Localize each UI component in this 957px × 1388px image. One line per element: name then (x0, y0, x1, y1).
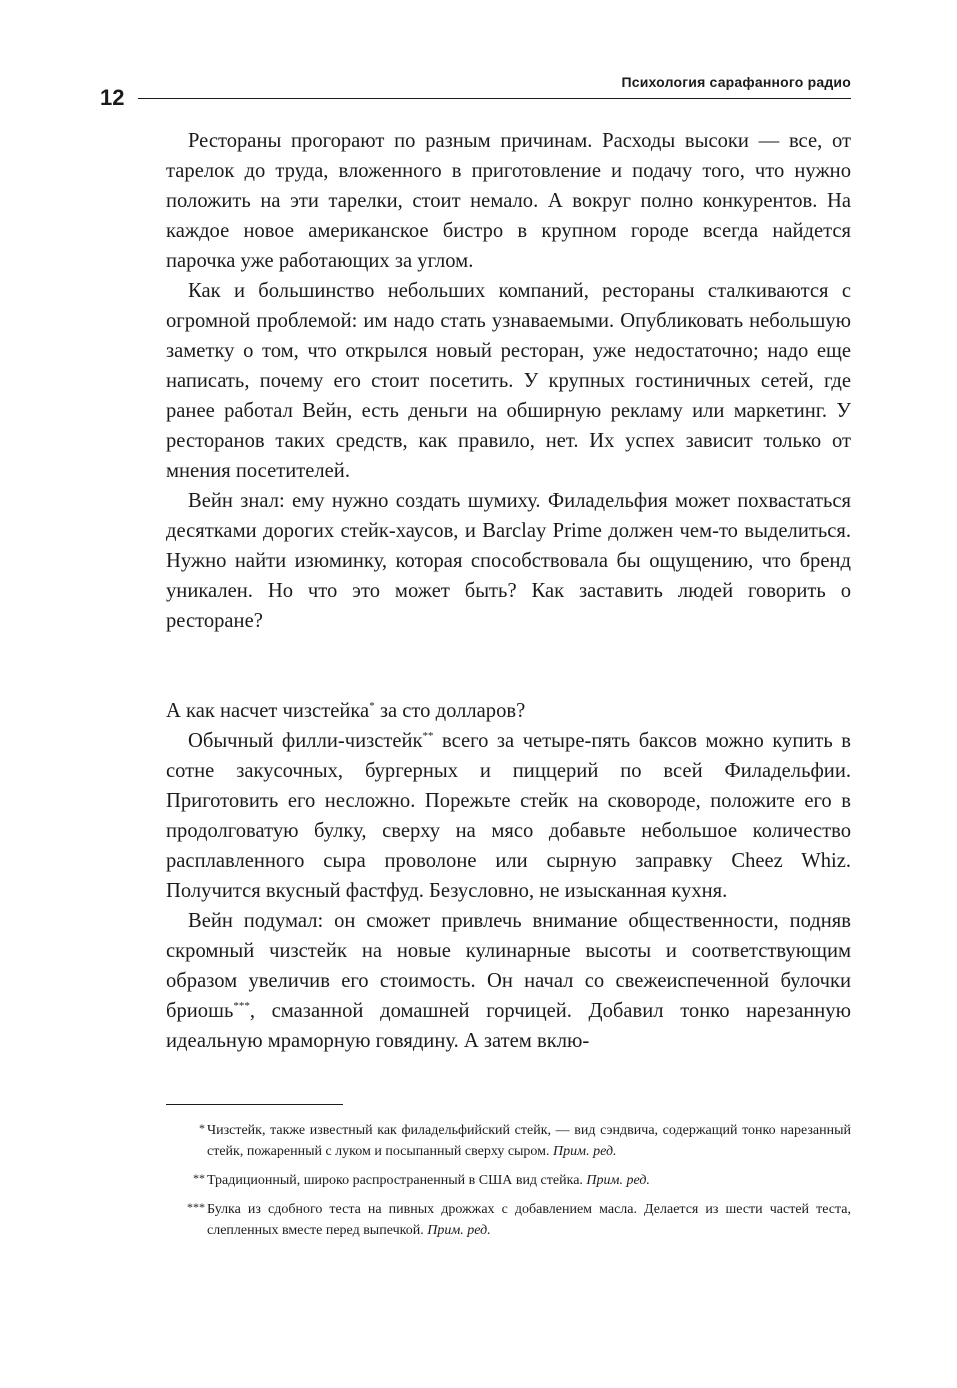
footnote-mark: ** (422, 730, 434, 742)
paragraph (166, 726, 851, 906)
footnote-text: Чизстейк, также известный как филадельфийский стейк, — вид сэндвича, содержащий тонко нарезанный стейк, пожаренный с луком и посыпанный сверху сыром. (207, 1123, 851, 1159)
body-text (166, 126, 851, 1056)
paragraph-text: А как насчет чизстейка (166, 700, 370, 722)
paragraph-text: Вейн подумал: он сможет привлечь внимание общественности, подняв скромный чизстейк на новые кулинарные высоты и соответствующим образом увеличив его стоимость. Он начал со свежеиспеченной булочки бриошь (166, 910, 851, 1022)
running-title: Психология сарафанного радио (621, 74, 851, 90)
paragraph (166, 696, 851, 726)
footnote (166, 1170, 851, 1191)
footnote-text: Булка из сдобного теста на пивных дрожжах с добавлением масла. Делается из шести частей теста, слепленных вместе перед выпечкой. (207, 1202, 851, 1238)
page-header (100, 70, 851, 110)
section-break (166, 636, 851, 696)
footnote (166, 1120, 851, 1162)
header-rule (138, 98, 851, 99)
footnote-marker: * (199, 1121, 205, 1135)
footnotes (166, 1120, 851, 1249)
footnote-mark: * (369, 700, 375, 712)
paragraph: Как и большинство небольших компаний, рестораны сталкиваются с огромной проблемой: им надо стать узнаваемыми. Опубликовать небольшую заметку о том, что открылся новый ресторан, уже недостаточно; надо еще написать, почему его стоит посетить. У крупных гостиничных сетей, где ранее работал Вейн, есть деньги на обширную рекламу или маркетинг. У ресторанов таких средств, как правило, нет. Их успех зависит только от мнения посетителей. (166, 280, 851, 482)
editor-note: Прим. ред. (553, 1144, 617, 1159)
footnote (166, 1199, 851, 1241)
paragraph-text: , смазанной домашней горчицей. Добавил тонко нарезанную идеальную мраморную говядину. А затем вклю- (166, 1000, 851, 1052)
paragraph: Вейн знал: ему нужно создать шумиху. Филадельфия может похвастаться десятками дорогих стейк-хаусов, и Barclay Prime должен чем-то выделиться. Нужно найти изюминку, которая способствовала бы ощущению, что бренд уникален. Но что это может быть? Как заставить людей говорить о ресторане? (166, 490, 851, 632)
footnote-mark: *** (233, 1000, 250, 1012)
paragraph (166, 906, 851, 1056)
paragraph: Рестораны прогорают по разным причинам. Расходы высоки — все, от тарелок до труда, вложенного в приготовление и подачу того, что нужно положить на эти тарелки, стоит немало. А вокруг полно конкурентов. На каждое новое американское бистро в крупном городе всегда найдется парочка уже работающих за углом. (166, 130, 851, 272)
paragraph-text: Обычный филли-чизстейк (188, 730, 423, 752)
paragraph-text: за сто долларов? (374, 700, 526, 722)
page-number: 12 (100, 85, 125, 110)
editor-note: Прим. ред. (427, 1223, 491, 1238)
footnote-marker: *** (187, 1200, 205, 1214)
footnote-rule (166, 1104, 343, 1105)
footnote-marker: ** (193, 1171, 205, 1185)
footnote-text: Традиционный, широко распространенный в США вид стейка. (207, 1173, 587, 1188)
paragraph-text: всего за четыре-пять баксов можно купить в сотне закусочных, бургерных и пиццерий по всей Филадельфии. Приготовить его несложно. Порежьте стейк на сковороде, положите его в продолговатую булку, сверху на мясо добавьте небольшое количество расплавленного сыра проволоне или сырную заправку Cheez Whiz. Получится вкусный фастфуд. Безусловно, не изысканная кухня. (166, 730, 852, 902)
editor-note: Прим. ред. (586, 1173, 650, 1188)
